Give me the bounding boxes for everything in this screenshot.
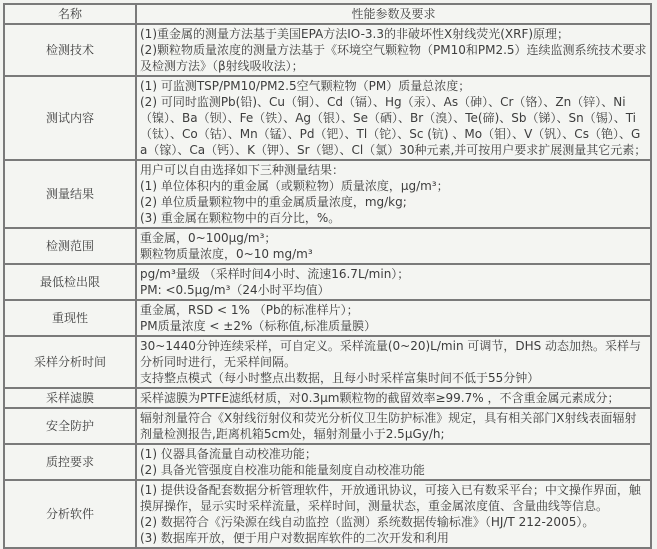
spec-table	[3, 3, 652, 549]
row-name-cell: 检测范围	[4, 228, 136, 264]
table-body	[4, 24, 651, 548]
spec-line: (3) 数据库开放，便于用户对数据库软件的二次开发和利用	[140, 531, 449, 545]
spec-line: (2) 单位质量颗粒物中的重金属质量浓度，mg/kg;	[140, 195, 407, 209]
spec-line: (2)颗粒物质量浓度的测量方法基于《环境空气颗粒物（PM10和PM2.5）连续监测系统技术要求及检测方法》（β射线吸收法）；	[140, 43, 647, 73]
spec-line: (1) 可监测TSP/PM10/PM2.5空气颗粒物（PM）质量总浓度；	[140, 79, 471, 93]
row-params-cell	[136, 24, 651, 76]
row-name-cell: 安全防护	[4, 408, 136, 444]
table-row	[4, 444, 651, 480]
table-row	[4, 160, 651, 228]
row-name-cell: 测试内容	[4, 76, 136, 160]
table-row	[4, 300, 651, 336]
table-row	[4, 228, 651, 264]
spec-line: pg/m³量级 （采样时间4小时、流速16.7L/min）；	[140, 267, 410, 281]
spec-line: 采样滤膜为PTFE滤纸材质，对0.3μm颗粒物的截留效率≥99.7% ，不含重金属元素成分；	[140, 391, 620, 405]
header-row	[4, 4, 651, 24]
header-name-cell: 名称	[4, 4, 136, 24]
spec-line: 辐射剂量符合《X射线衍射仪和荧光分析仪卫生防护标准》规定，具有相关部门X射线表面辐射剂量检测报告,距离机箱5cm处，辐射剂量小于2.5μGy/h;	[140, 411, 637, 441]
row-name-cell: 重现性	[4, 300, 136, 336]
spec-line: (1) 单位体积内的重金属（或颗粒物）质量浓度，μg/m³；	[140, 179, 449, 193]
row-name-cell: 采样分析时间	[4, 336, 136, 388]
row-params-cell	[136, 388, 651, 408]
row-params-cell	[136, 264, 651, 300]
spec-line: (2) 具备光管强度自校准功能和能量刻度自动校准功能	[140, 463, 425, 477]
row-params-cell	[136, 228, 651, 264]
spec-line: 重金属，0~100μg/m³；	[140, 231, 277, 245]
row-params-cell	[136, 160, 651, 228]
row-name-cell: 最低检出限	[4, 264, 136, 300]
row-name-cell: 质控要求	[4, 444, 136, 480]
table-row	[4, 264, 651, 300]
header-params-cell: 性能参数及要求	[136, 4, 651, 24]
spec-line: PM质量浓度 < ±2%（标称值,标准质量膜）	[140, 319, 377, 333]
spec-line: (1)重金属的测量方法基于美国EPA方法IO-3.3的非破坏性X射线荧光(XRF)原理；	[140, 27, 570, 41]
spec-line: 颗粒物质量浓度，0~10 mg/m³	[140, 247, 313, 261]
spec-line: (3) 重金属在颗粒物中的百分比，%。	[140, 211, 341, 225]
spec-line: 30~1440分钟连续采样，可自定义。采样流量(0~20)L/min 可调节，DHS 动态加热。采样与分析同时进行，无采样间隔。	[140, 339, 642, 369]
row-name-cell: 分析软件	[4, 480, 136, 548]
spec-line: (2) 可同时监测Pb(铅)、Cu（铜）、Cd（镉）、Hg（汞）、As（砷）、Cr（铬）、Zn（锌）、Ni（镍）、Ba（钡）、Fe（铁）、Ag（银）、Se（硒）、Br（溴）、Te(碲)、Sb（锑）、Sn（锡）、Ti（钛）、Co（钴）、Mn（锰）、Pd（钯）、Tl（铊）、Sc (钪) 、Mo（钼）、V（钒）、Cs（铯）、Ga（镓）、Ca（钙）、K（钾）、Sr（锶）、Cl（氯）30种元素,并可按用户要求扩展测量其它元素；	[140, 95, 647, 157]
spec-line: 重金属，RSD < 1% （Pb的标准样片）；	[140, 303, 359, 317]
spec-line: 用户可以自由选择如下三种测量结果：	[140, 163, 345, 177]
row-name-cell: 采样滤膜	[4, 388, 136, 408]
table-row	[4, 24, 651, 76]
row-params-cell	[136, 76, 651, 160]
row-params-cell	[136, 336, 651, 388]
spec-line: 支持整点模式（每小时整点出数据，且每小时采样富集时间不低于55分钟）	[140, 371, 540, 385]
row-params-cell	[136, 408, 651, 444]
spec-line: PM: <0.5μg/m³（24小时平均值）	[140, 283, 330, 297]
table-row	[4, 336, 651, 388]
row-name-cell: 检测技术	[4, 24, 136, 76]
spec-line: (1) 提供设备配套数据分析管理软件，开放通讯协议，可接入已有数采平台；中文操作界面，触摸屏操作，显示实时采样流量，采样时间，测量状态，重金属浓度值、含量曲线等信息。	[140, 483, 641, 513]
table-row	[4, 408, 651, 444]
table-row	[4, 480, 651, 548]
spec-line: (1) 仪器具备流量自动校准功能；	[140, 447, 317, 461]
row-params-cell	[136, 300, 651, 336]
row-name-cell: 测量结果	[4, 160, 136, 228]
row-params-cell	[136, 444, 651, 480]
row-params-cell	[136, 480, 651, 548]
table-row	[4, 388, 651, 408]
spec-line: (2) 数据符合《污染源在线自动监控（监测）系统数据传输标准》（HJ/T 212-2005）。	[140, 515, 595, 529]
table-row	[4, 76, 651, 160]
